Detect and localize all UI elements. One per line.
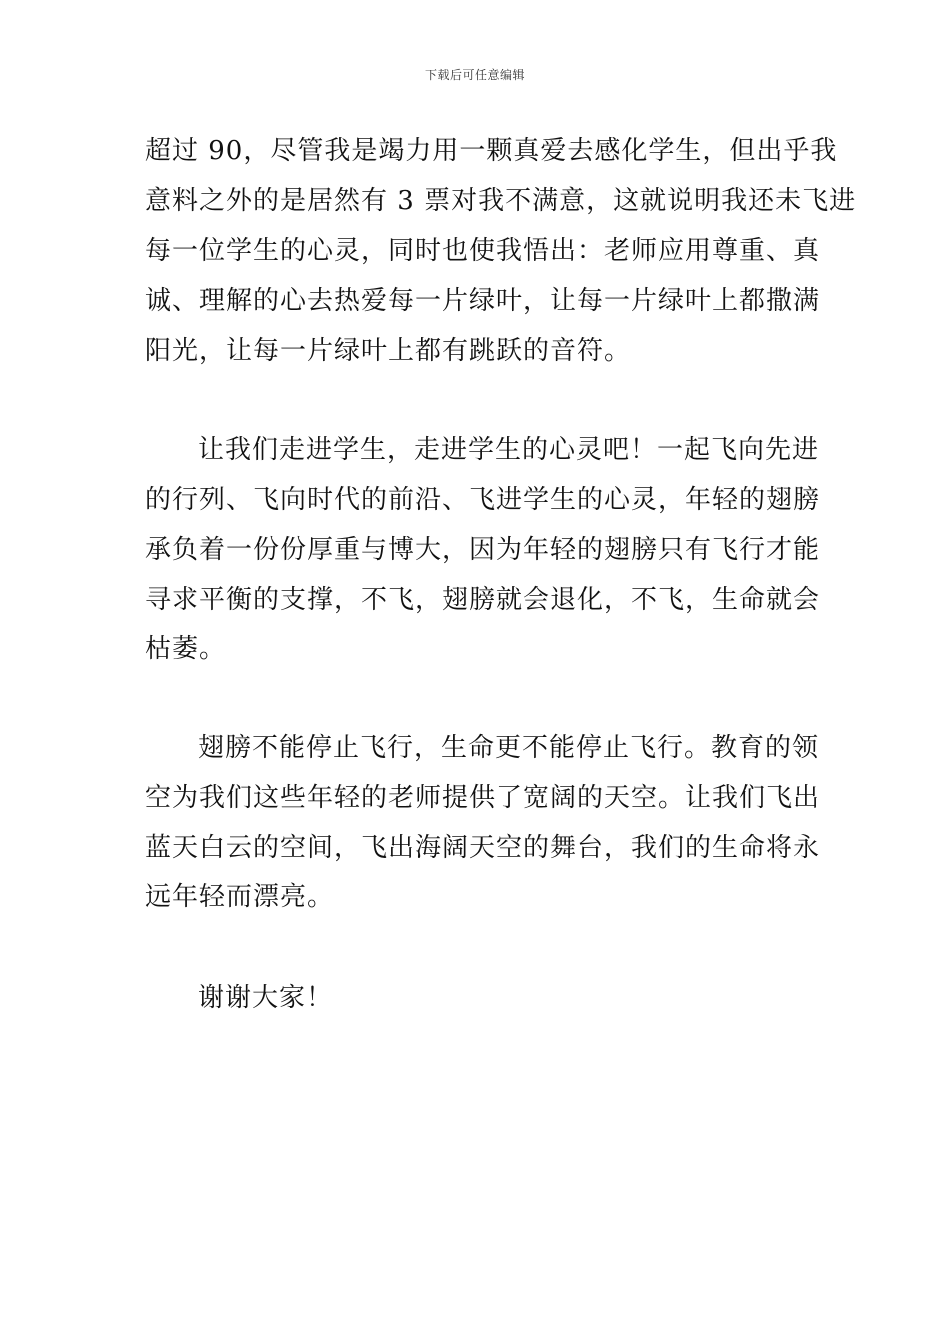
text-line: 的行列、飞向时代的前沿、飞进学生的心灵，年轻的翅膀 xyxy=(145,485,821,515)
text-line: 每一位学生的心灵，同时也使我悟出：老师应用尊重、真 xyxy=(145,236,821,266)
text-line: 远年轻而漂亮。 xyxy=(145,882,335,912)
text-line: 让我们走进学生，走进学生的心灵吧！一起飞向先进 xyxy=(198,435,820,465)
closing-line: 谢谢大家！ xyxy=(198,983,334,1013)
text-line: 意料之外的是居然有 3 票对我不满意，这就说明我还未飞进 xyxy=(145,186,857,216)
text-line: 蓝天白云的空间，飞出海阔天空的舞台，我们的生命将永 xyxy=(145,833,821,863)
text-line: 承负着一份份厚重与博大，因为年轻的翅膀只有飞行才能 xyxy=(145,535,821,565)
text-line: 翅膀不能停止飞行，生命更不能停止飞行。教育的领 xyxy=(198,733,820,763)
text-line: 寻求平衡的支撑，不飞，翅膀就会退化，不飞，生命就会 xyxy=(145,585,821,615)
text-line: 阳光，让每一片绿叶上都有跳跃的音符。 xyxy=(145,336,632,366)
text-line: 诚、理解的心去热爱每一片绿叶，让每一片绿叶上都撒满 xyxy=(145,286,821,316)
text-line: 枯萎。 xyxy=(145,634,227,664)
text-line: 空为我们这些年轻的老师提供了宽阔的天空。让我们飞出 xyxy=(145,783,821,813)
page-header: 下载后可任意编辑 xyxy=(424,68,525,82)
text-line: 超过 90，尽管我是竭力用一颗真爱去感化学生，但出乎我 xyxy=(145,136,838,166)
